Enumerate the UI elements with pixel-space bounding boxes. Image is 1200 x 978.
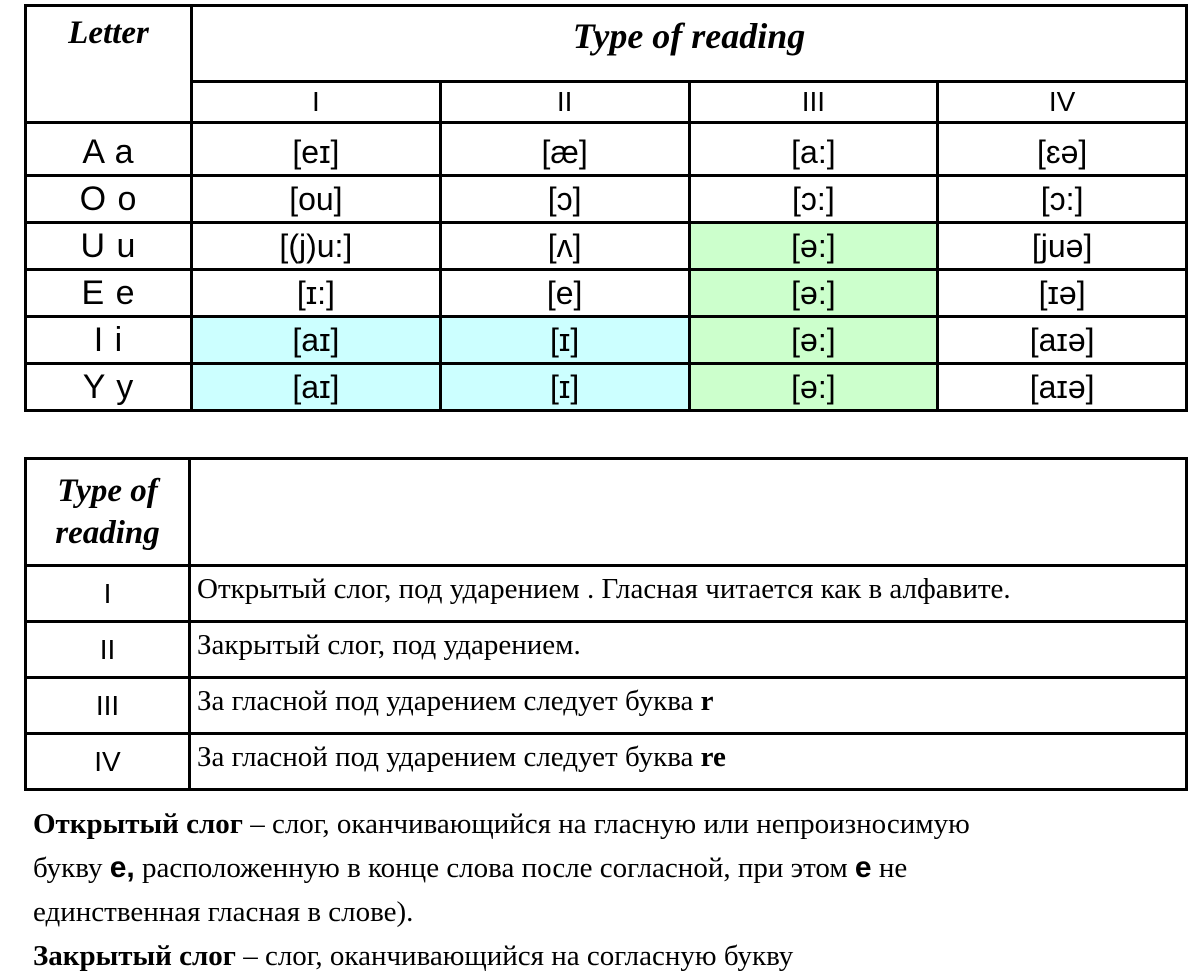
table-row: [26, 364, 1187, 411]
letter-cell: O o: [26, 176, 192, 223]
sound-cell: [ʌ]: [440, 223, 689, 270]
definition-text: не: [871, 852, 908, 884]
table-row: [26, 734, 1187, 790]
column-header-iii: III: [689, 82, 938, 123]
definition-text: – слог, оканчивающийся на согласную букву: [235, 940, 794, 972]
sound-cell-highlighted: [ə:]: [689, 364, 938, 411]
description-text: Открытый слог, под ударением . Гласная читается как в алфавите.: [197, 573, 1011, 605]
sound-cell-highlighted: [aɪ]: [192, 317, 441, 364]
sound-cell-highlighted: [ə:]: [689, 317, 938, 364]
reading-type-description: [190, 678, 1187, 734]
sound-cell: [ɔ]: [440, 176, 689, 223]
sound-cell-highlighted: [ə:]: [689, 223, 938, 270]
sound-cell-highlighted: [ɪ]: [440, 364, 689, 411]
table-row: [26, 622, 1187, 678]
letter-header: Letter: [26, 6, 192, 123]
column-header-i: I: [192, 82, 441, 123]
letter-cell: E e: [26, 270, 192, 317]
reading-type-number: II: [26, 622, 190, 678]
sound-cell: [eɪ]: [192, 123, 441, 176]
syllable-definitions: [33, 802, 1183, 978]
sound-cell: [juə]: [938, 223, 1187, 270]
table-row: [26, 317, 1187, 364]
description-text: Закрытый слог, под ударением.: [197, 629, 581, 661]
letter-e: e: [854, 851, 872, 884]
open-syllable-definition-line-2: [33, 846, 1183, 890]
column-header-iv: IV: [938, 82, 1187, 123]
closed-syllable-definition: [33, 934, 1183, 978]
reading-type-description: [190, 734, 1187, 790]
table-row: [26, 678, 1187, 734]
sound-cell: [ɛə]: [938, 123, 1187, 176]
header-line-1: Type of: [57, 473, 158, 509]
sound-cell: [ɪə]: [938, 270, 1187, 317]
sound-cell: [aɪə]: [938, 317, 1187, 364]
definition-text: – слог, оканчивающийся на гласную или непроизносимую: [242, 808, 970, 840]
sound-cell: [ou]: [192, 176, 441, 223]
column-header-ii: II: [440, 82, 689, 123]
table-row: [26, 176, 1187, 223]
type-of-reading-header: [26, 459, 190, 566]
open-syllable-definition-line-1: [33, 802, 1183, 846]
reading-type-number: III: [26, 678, 190, 734]
sound-cell: [aɪə]: [938, 364, 1187, 411]
definition-text: букву: [33, 852, 110, 884]
open-syllable-definition-line-3: единственная гласная в слове).: [33, 896, 414, 928]
table-row: [26, 566, 1187, 622]
type-of-reading-header: Type of reading: [192, 6, 1187, 82]
reading-type-number: IV: [26, 734, 190, 790]
sound-cell: [a:]: [689, 123, 938, 176]
letter-e: e,: [109, 851, 135, 884]
letter-cell: I i: [26, 317, 192, 364]
table-row: [26, 223, 1187, 270]
reading-type-description: [190, 622, 1187, 678]
table-row: [26, 123, 1187, 176]
letter-cell: U u: [26, 223, 192, 270]
sound-cell: [(j)u:]: [192, 223, 441, 270]
description-text: За гласной под ударением следует буква: [197, 741, 701, 773]
closed-syllable-term: Закрытый слог: [33, 940, 236, 972]
sound-cell: [ɔ:]: [689, 176, 938, 223]
description-bold: r: [700, 685, 714, 717]
letter-cell: A a: [26, 123, 192, 176]
reading-type-description: [190, 566, 1187, 622]
vowel-reading-table: [24, 4, 1188, 412]
letter-cell: Y y: [26, 364, 192, 411]
sound-cell-highlighted: [aɪ]: [192, 364, 441, 411]
blank-header-cell: [190, 459, 1187, 566]
header-line-2: reading: [55, 515, 160, 551]
description-bold: re: [700, 741, 726, 773]
sound-cell: [e]: [440, 270, 689, 317]
description-text: За гласной под ударением следует буква: [197, 685, 701, 717]
sound-cell-highlighted: [ɪ]: [440, 317, 689, 364]
sound-cell: [ɔ:]: [938, 176, 1187, 223]
sound-cell: [æ]: [440, 123, 689, 176]
sound-cell-highlighted: [ə:]: [689, 270, 938, 317]
sound-cell: [ɪ:]: [192, 270, 441, 317]
table-row: [26, 270, 1187, 317]
definition-text: расположенную в конце слова после согласной, при этом: [134, 852, 855, 884]
reading-types-table: [24, 457, 1188, 791]
reading-type-number: I: [26, 566, 190, 622]
open-syllable-term: Открытый слог: [33, 808, 243, 840]
